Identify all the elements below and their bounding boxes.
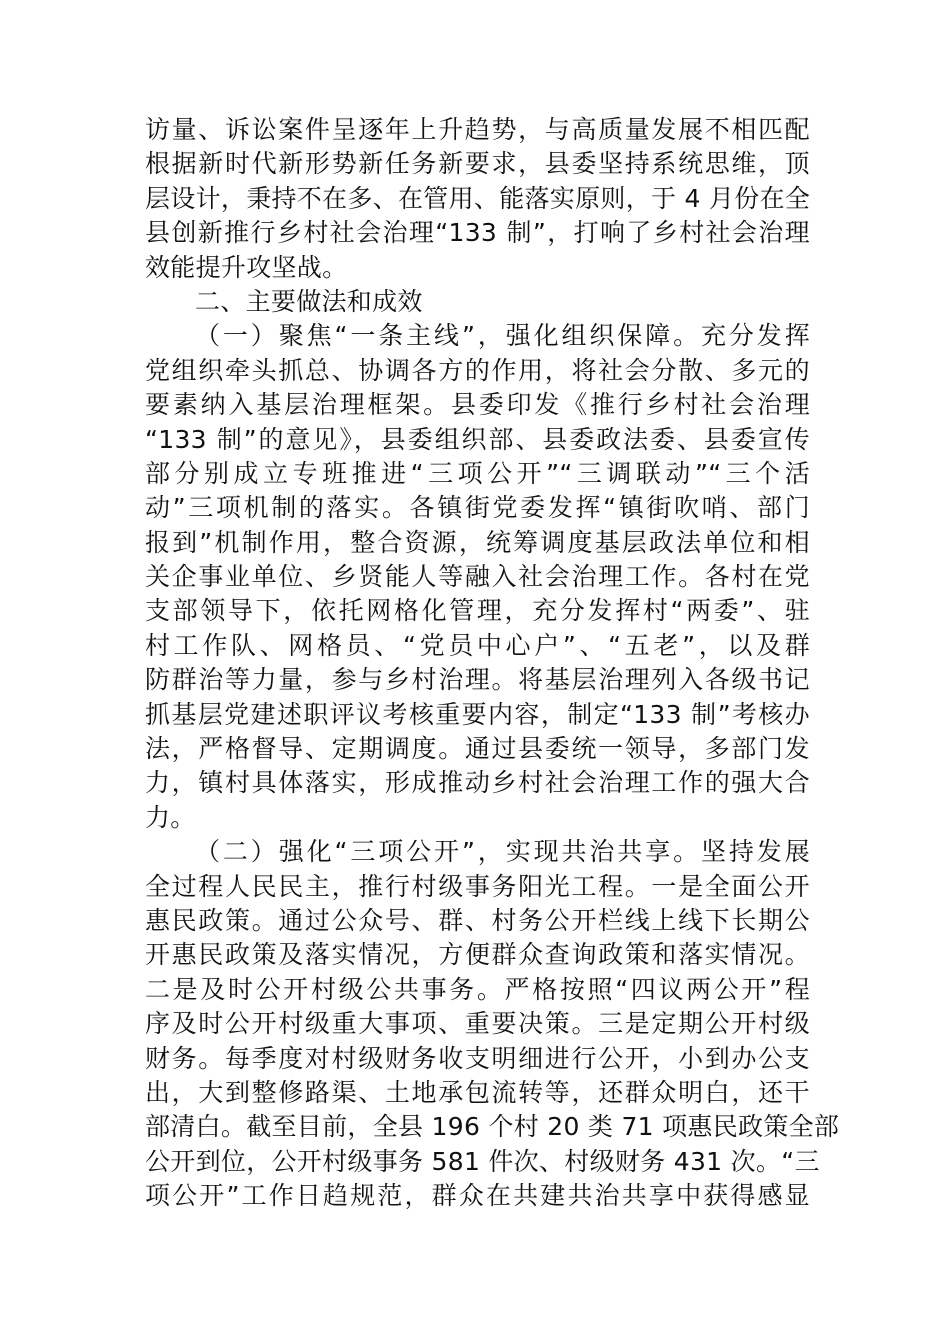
text-line: （一）聚焦“一条主线”，强化组织保障。充分发挥 [195, 321, 810, 351]
text-line: 效能提升攻坚战。 [145, 252, 348, 282]
text-line: 二是及时公开村级公共事务。严格按照“四议两公开”程 [145, 974, 810, 1004]
text-line: 力，镇村具体落实，形成推动乡村社会治理工作的强大合 [145, 768, 810, 798]
text-line: 动”三项机制的落实。各镇街党委发挥“镇街吹哨、部门 [145, 493, 810, 523]
text-line: 党组织牵头抓总、协调各方的作用，将社会分散、多元的 [145, 355, 810, 385]
text-line: 防群治等力量，参与乡村治理。将基层治理列入各级书记 [145, 665, 810, 695]
text-line: 村工作队、网格员、“党员中心户”、“五老”，以及群 [145, 630, 810, 660]
text-line: 全过程人民民主，推行村级事务阳光工程。一是全面公开 [145, 871, 810, 901]
text-line: （二）强化“三项公开”，实现共治共享。坚持发展 [195, 837, 810, 867]
text-line: 项公开”工作日趋规范，群众在共建共治共享中获得感显 [145, 1181, 810, 1211]
text-line: 二、主要做法和成效 [195, 286, 423, 316]
text-line: 序及时公开村级重大事项、重要决策。三是定期公开村级 [145, 1009, 810, 1039]
text-line: 部清白。截至目前，全县 196 个村 20 类 71 项惠民政策全部 [145, 1112, 840, 1142]
text-line: 层设计，秉持不在多、在管用、能落实原则，于 4 月份在全 [145, 183, 811, 213]
text-line: 关企事业单位、乡贤能人等融入社会治理工作。各村在党 [145, 562, 810, 592]
text-line: 力。 [145, 802, 196, 832]
text-line: 报到”机制作用，整合资源，统筹调度基层政法单位和相 [145, 527, 810, 557]
text-line: 部分别成立专班推进“三项公开”“三调联动”“三个活 [145, 458, 810, 488]
text-line: 公开到位，公开村级事务 581 件次、村级财务 431 次。“三 [145, 1146, 820, 1176]
body-text [145, 113, 840, 1214]
text-line: 访量、诉讼案件呈逐年上升趋势，与高质量发展不相匹配 [145, 115, 810, 144]
text-line: 抓基层党建述职评议考核重要内容，制定“133 制”考核办 [145, 699, 810, 729]
text-line: 开惠民政策及落实情况，方便群众查询政策和落实情况。 [145, 940, 810, 970]
text-line: 出，大到整修路渠、土地承包流转等，还群众明白，还干 [145, 1077, 810, 1107]
text-line: 财务。每季度对村级财务收支明细进行公开，小到办公支 [145, 1043, 810, 1073]
text-line: 根据新时代新形势新任务新要求，县委坚持系统思维，顶 [145, 149, 810, 179]
text-line: 要素纳入基层治理框架。县委印发《推行乡村社会治理 [145, 390, 810, 420]
text-line: 支部领导下，依托网格化管理，充分发挥村“两委”、驻 [145, 596, 810, 626]
text-line: 惠民政策。通过公众号、群、村务公开栏线上线下长期公 [145, 905, 810, 935]
text-line: 县创新推行乡村社会治理“133 制”，打响了乡村社会治理 [145, 218, 810, 248]
text-line: “133 制”的意见》，县委组织部、县委政法委、县委宣传 [145, 424, 810, 454]
text-line: 法，严格督导、定期调度。通过县委统一领导，多部门发 [145, 734, 810, 764]
